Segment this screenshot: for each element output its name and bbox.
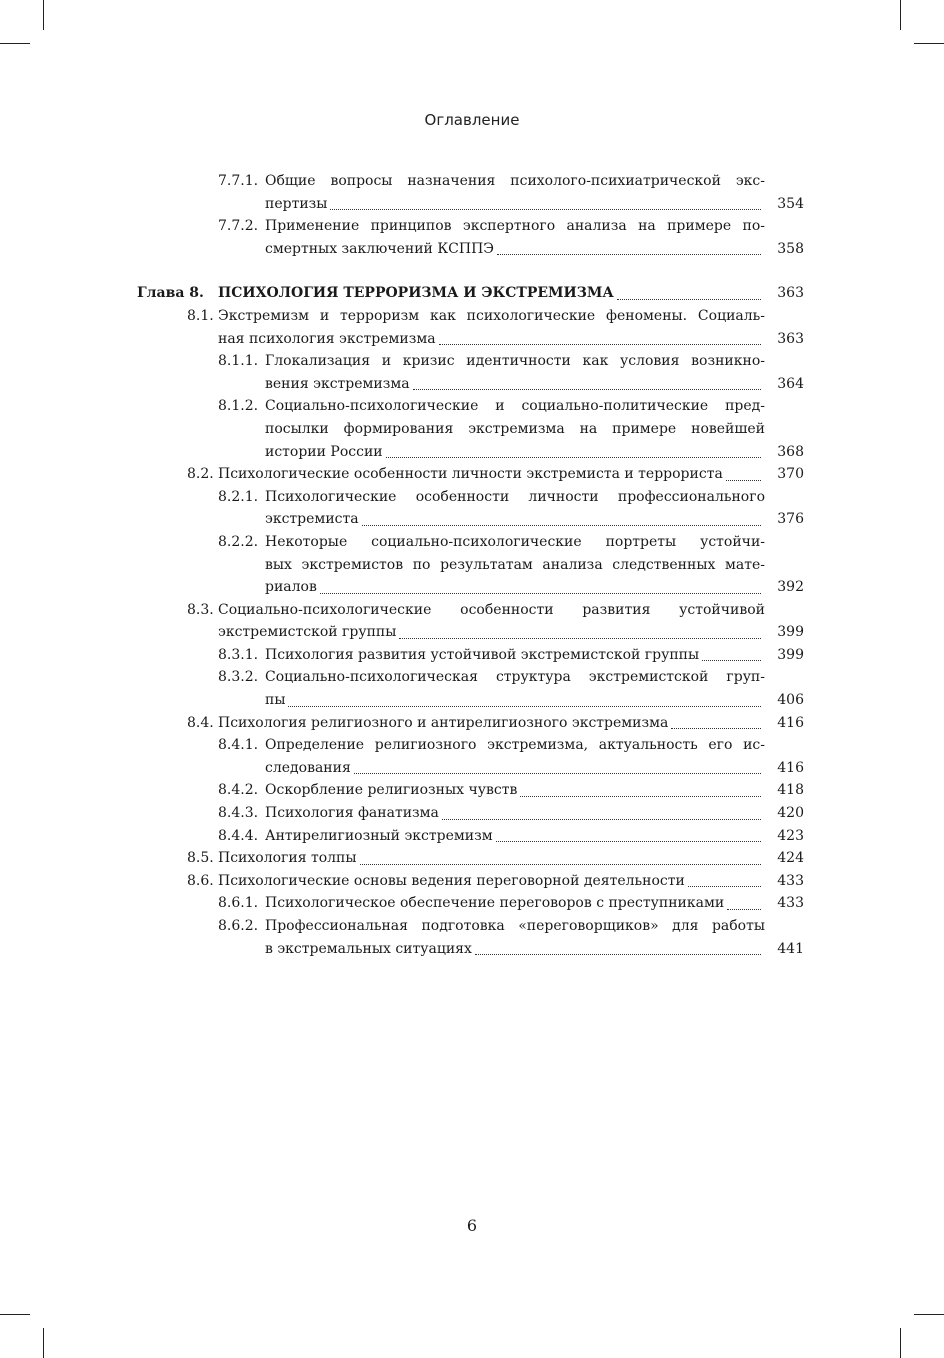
toc-title-line: пертизы — [265, 195, 328, 212]
dot-leader — [442, 818, 761, 820]
toc-page-number: 406 — [777, 692, 804, 709]
crop-mark — [43, 1328, 44, 1358]
crop-mark — [914, 43, 944, 44]
toc-title-line: Психологическое обеспечение переговоров с преступниками — [265, 895, 725, 912]
toc-title-line: Профессиональная подготовка «переговорщиков» для работы — [265, 918, 765, 934]
toc-number: 7.7.2. — [218, 218, 259, 235]
dot-leader — [439, 343, 761, 345]
dot-leader — [330, 208, 761, 210]
toc-section — [0, 599, 944, 644]
toc-page-number: 364 — [777, 375, 804, 392]
toc-page-number: 376 — [777, 511, 804, 528]
toc-title-line: Психологические особенности личности профессионального — [265, 488, 765, 505]
toc-subsection — [0, 734, 944, 779]
toc-title-line: посылки формирования экстремизма на примере новейшей — [265, 420, 765, 437]
toc-number: 8.4.1. — [218, 737, 259, 754]
dot-leader — [362, 524, 761, 526]
toc-title-line: Психология толпы — [218, 850, 357, 867]
toc-page-number: 433 — [777, 895, 804, 912]
dot-leader — [496, 840, 761, 842]
dot-leader — [671, 727, 761, 729]
toc-title-line: вения экстремизма — [265, 375, 410, 392]
toc-title-line: Общие вопросы назначения психолого-психиатрической экс- — [265, 173, 765, 189]
toc-title-line: вых экстремистов по результатам анализа следственных мате- — [265, 556, 765, 573]
dot-leader — [497, 253, 761, 255]
toc-title-line: Экстремизм и терроризм как психологические феномены. Социаль- — [218, 307, 765, 324]
toc-section — [0, 712, 944, 735]
toc-title-line: экстремиста — [265, 511, 359, 528]
toc-number: 8.3.1. — [218, 646, 259, 663]
toc-subsection — [0, 666, 944, 711]
toc-section — [0, 305, 944, 350]
toc-title-line: Социально-психологические особенности развития устойчивой — [218, 601, 765, 618]
toc-number: 8.6.1. — [218, 895, 259, 912]
toc-section — [0, 463, 944, 486]
toc-subsection — [0, 644, 944, 667]
crop-mark — [0, 1314, 30, 1315]
dot-leader — [354, 772, 761, 774]
crop-mark — [43, 0, 44, 30]
dot-leader — [399, 637, 761, 639]
dot-leader — [702, 659, 761, 661]
toc-title-line: риалов — [265, 579, 317, 596]
toc-title-line: Психология развития устойчивой экстремистской группы — [265, 646, 700, 663]
toc-subsection — [0, 892, 944, 915]
toc-page-number: 433 — [777, 872, 804, 889]
toc-subsection — [0, 779, 944, 802]
toc-page-number: 416 — [777, 714, 804, 731]
toc-subsection — [0, 915, 944, 960]
toc-subsection — [0, 531, 944, 599]
toc-title-line: Антирелигиозный экстремизм — [265, 827, 493, 844]
toc-subsection — [0, 802, 944, 825]
dot-leader — [386, 456, 761, 458]
toc-section — [0, 870, 944, 893]
toc-number: 8.4.3. — [218, 805, 259, 822]
toc-page-number: 399 — [777, 624, 804, 641]
toc-number: 8.3.2. — [218, 669, 259, 686]
toc-chapter — [0, 282, 944, 305]
toc-subsection — [0, 215, 944, 260]
toc-number: 8.4. — [187, 714, 214, 731]
toc-number: 7.7.1. — [218, 173, 259, 189]
dot-leader — [320, 592, 761, 594]
toc-number: Глава 8. — [137, 285, 204, 302]
dot-leader — [360, 863, 761, 865]
crop-mark — [900, 1328, 901, 1358]
toc-page-number: 416 — [777, 759, 804, 776]
toc-subsection — [0, 486, 944, 531]
page-number: 6 — [466, 1216, 478, 1235]
toc-number: 8.3. — [187, 601, 214, 618]
toc-number: 8.1.2. — [218, 398, 259, 415]
toc-title-line: Психология религиозного и антирелигиозного экстремизма — [218, 714, 669, 731]
toc-number: 8.1. — [187, 307, 214, 324]
dot-leader — [617, 298, 761, 300]
toc-page-number: 423 — [777, 827, 804, 844]
toc-page-number: 392 — [777, 579, 804, 596]
toc-page-number: 370 — [777, 466, 804, 483]
toc-title-line: Социально-психологическая структура экстремистской груп- — [265, 669, 765, 686]
toc-subsection — [0, 395, 944, 463]
dot-leader — [727, 908, 761, 910]
dot-leader — [726, 479, 761, 481]
toc-number: 8.6. — [187, 872, 214, 889]
toc-title-line: ПСИХОЛОГИЯ ТЕРРОРИЗМА И ЭКСТРЕМИЗМА — [218, 285, 614, 302]
toc-title-line: следования — [265, 759, 351, 776]
table-of-contents — [0, 170, 944, 960]
toc-title-line: экстремистской группы — [218, 624, 397, 641]
toc-page-number: 368 — [777, 443, 804, 460]
toc-subsection — [0, 825, 944, 848]
toc-title-line: пы — [265, 692, 286, 709]
toc-section — [0, 847, 944, 870]
toc-page-number: 424 — [777, 850, 804, 867]
toc-title-line: Социально-психологические и социально-политические пред- — [265, 398, 765, 415]
toc-number: 8.2.2. — [218, 533, 259, 550]
toc-title-line: Психология фанатизма — [265, 805, 439, 822]
toc-title-line: истории России — [265, 443, 383, 460]
crop-mark — [0, 43, 30, 44]
toc-title-line: Психологические особенности личности экстремиста и террориста — [218, 466, 723, 483]
toc-number: 8.6.2. — [218, 918, 259, 934]
toc-page-number: 363 — [777, 285, 804, 302]
toc-number: 8.5. — [187, 850, 214, 867]
toc-title-line: Применение принципов экспертного анализа на примере по- — [265, 218, 765, 235]
dot-leader — [688, 885, 761, 887]
toc-subsection — [0, 170, 944, 215]
toc-page-number: 358 — [777, 240, 804, 257]
toc-subsection — [0, 350, 944, 395]
dot-leader — [288, 705, 761, 707]
toc-title-line: Некоторые социально-психологические портреты устойчи- — [265, 533, 765, 550]
dot-leader — [520, 795, 761, 797]
toc-title-line: Психологические основы ведения переговорной деятельности — [218, 872, 685, 889]
running-head: Оглавление — [424, 111, 520, 129]
toc-page-number: 441 — [777, 940, 804, 957]
toc-title-line: в экстремальных ситуациях — [265, 940, 472, 957]
toc-title-line: Оскорбление религиозных чувств — [265, 782, 518, 799]
crop-mark — [900, 0, 901, 30]
toc-page-number: 420 — [777, 805, 804, 822]
toc-page-number: 363 — [777, 330, 804, 347]
dot-leader — [475, 953, 761, 955]
toc-number: 8.4.2. — [218, 782, 259, 799]
dot-leader — [413, 388, 761, 390]
toc-number: 8.2.1. — [218, 488, 259, 505]
toc-page-number: 418 — [777, 782, 804, 799]
toc-title-line: Определение религиозного экстремизма, актуальность его ис- — [265, 737, 765, 754]
toc-page-number: 399 — [777, 646, 804, 663]
toc-number: 8.4.4. — [218, 827, 259, 844]
toc-title-line: ная психология экстремизма — [218, 330, 436, 347]
toc-number: 8.2. — [187, 466, 214, 483]
toc-title-line: смертных заключений КСППЭ — [265, 240, 495, 257]
toc-title-line: Глокализация и кризис идентичности как условия возникно- — [265, 353, 765, 370]
toc-number: 8.1.1. — [218, 353, 259, 370]
crop-mark — [914, 1314, 944, 1315]
toc-page-number: 354 — [777, 195, 804, 212]
